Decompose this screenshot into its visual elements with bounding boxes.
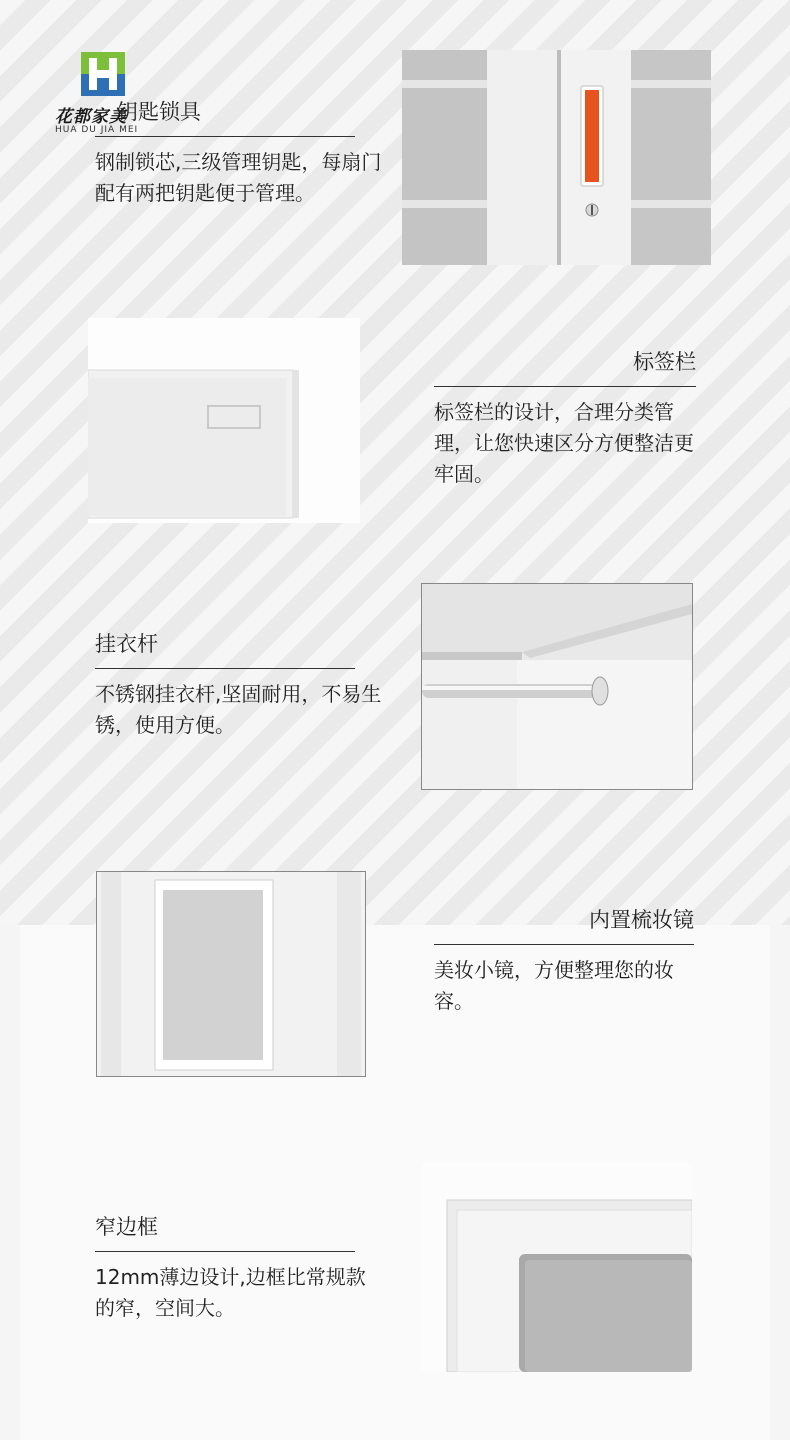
mirror-illustration — [97, 872, 365, 1076]
logo-mark-icon — [81, 52, 125, 96]
feature-lock — [95, 96, 382, 209]
narrow-frame-illustration — [421, 1162, 692, 1372]
feature-desc: 不锈钢挂衣杆,坚固耐用，不易生锈，使用方便。 — [95, 682, 382, 737]
hanging-rod-illustration — [422, 584, 692, 789]
feature-title: 挂衣杆 — [95, 632, 158, 656]
feature-title: 窄边框 — [95, 1215, 158, 1239]
feature-narrow-frame — [95, 1211, 366, 1324]
feature-hanging-rod — [95, 628, 382, 741]
feature-mirror — [434, 904, 694, 1017]
feature-desc: 标签栏的设计，合理分类管理，让您快速区分方便整洁更牢固。 — [434, 400, 694, 486]
brand-name-en: HUA DU JIA MEI — [55, 125, 139, 135]
divider — [434, 386, 696, 387]
lock-photo — [402, 50, 711, 265]
divider — [95, 668, 355, 669]
feature-label — [434, 346, 696, 490]
feature-title: 标签栏 — [633, 350, 696, 374]
feature-desc: 12mm薄边设计,边框比常规款的窄，空间大。 — [95, 1265, 366, 1320]
narrow-frame-photo — [421, 1162, 692, 1372]
label-holder-photo — [88, 318, 360, 523]
brand-name-cn: 花都家美 — [55, 107, 127, 127]
feature-title: 钥匙锁具 — [117, 100, 201, 124]
feature-desc: 美妆小镜，方便整理您的妆容。 — [434, 958, 674, 1013]
label-holder-illustration — [88, 318, 360, 523]
cabinet-lock-illustration — [402, 50, 711, 265]
divider — [95, 136, 355, 137]
feature-title: 内置梳妆镜 — [589, 908, 694, 932]
mirror-photo — [96, 871, 366, 1077]
hanging-rod-photo — [421, 583, 693, 790]
divider — [434, 944, 694, 945]
divider — [95, 1251, 355, 1252]
feature-desc: 钢制锁芯,三级管理钥匙，每扇门配有两把钥匙便于管理。 — [95, 150, 382, 205]
